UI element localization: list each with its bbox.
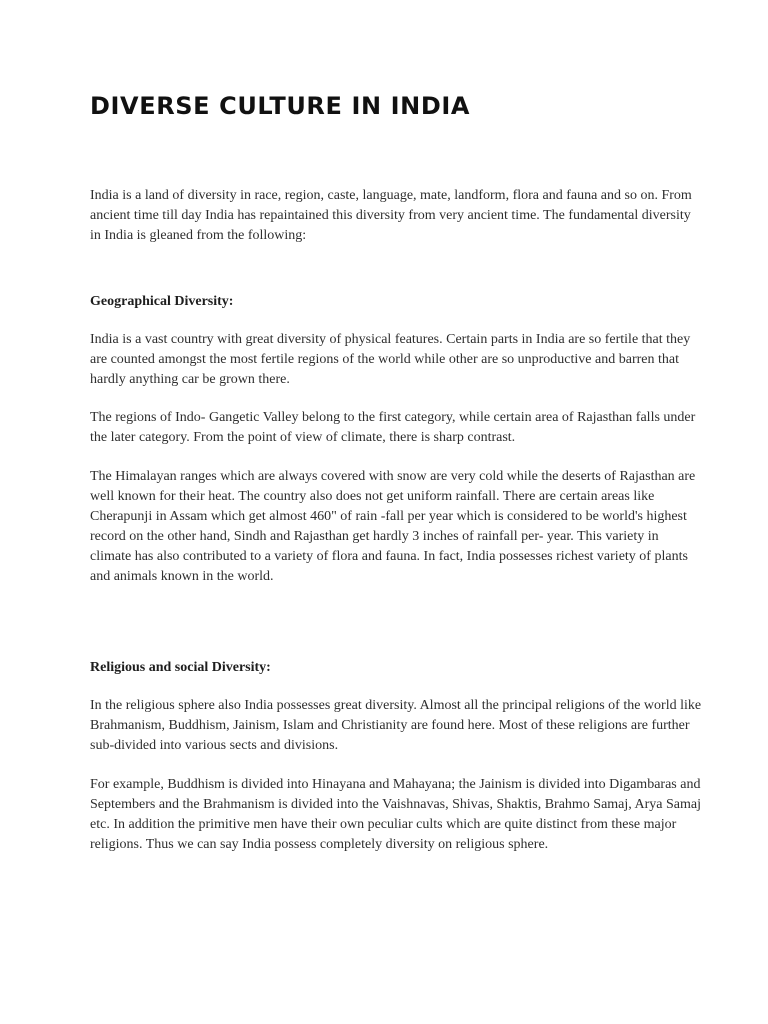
religious-paragraph-1: In the religious sphere also India possesses great diversity. Almost all the principal religions of the world like Brahmanism, Buddhism, Jainism, Islam and Christianity are found here. Most of these religions are further sub-divided into various sects and divisions. [90, 698, 702, 753]
geographical-paragraph-2: The regions of Indo- Gangetic Valley belong to the first category, while certain area of Rajasthan falls under the later category. From the point of view of climate, there is sharp contrast. [90, 410, 696, 445]
section-heading-religious: Religious and social Diversity: [90, 660, 271, 675]
religious-paragraph-2: For example, Buddhism is divided into Hinayana and Mahayana; the Jainism is divided into Digambaras and Septembers and the Brahmanism is divided into the Vaishnavas, Shivas, Shaktis, Brahmo Samaj, Arya Samaj etc. In addition the primitive men have their own peculiar cults which are quite distinct from these major religions. Thus we can say India possess completely diversity on religious sphere. [90, 777, 701, 852]
geographical-paragraph-3: The Himalayan ranges which are always covered with snow are very cold while the deserts of Rajasthan are well known for their heat. The country also does not get uniform rainfall. There are certain areas like Cherapunji in Assam which get almost 460" of rain -fall per year which is considered to be world's highest record on the other hand, Sindh and Rajasthan get hardly 3 inches of rainfall per- year. This variety in climate has also contributed to a variety of flora and fauna. In fact, India possesses richest variety of plants and animals known in the world. [90, 469, 696, 584]
intro-paragraph: India is a land of diversity in race, region, caste, language, mate, landform, flora and fauna and so on. From ancient time till day India has repaintained this diversity from very ancient time. The fundamental diversity in India is gleaned from the following: [90, 188, 692, 243]
section-heading-geographical: Geographical Diversity: [90, 294, 234, 309]
document-title: DIVERSE CULTURE IN INDIA [90, 92, 471, 120]
geographical-paragraph-1: India is a vast country with great diversity of physical features. Certain parts in India are so fertile that they are counted amongst the most fertile regions of the world while other are so unproductive and barren that hardly anything car be grown there. [90, 332, 691, 387]
